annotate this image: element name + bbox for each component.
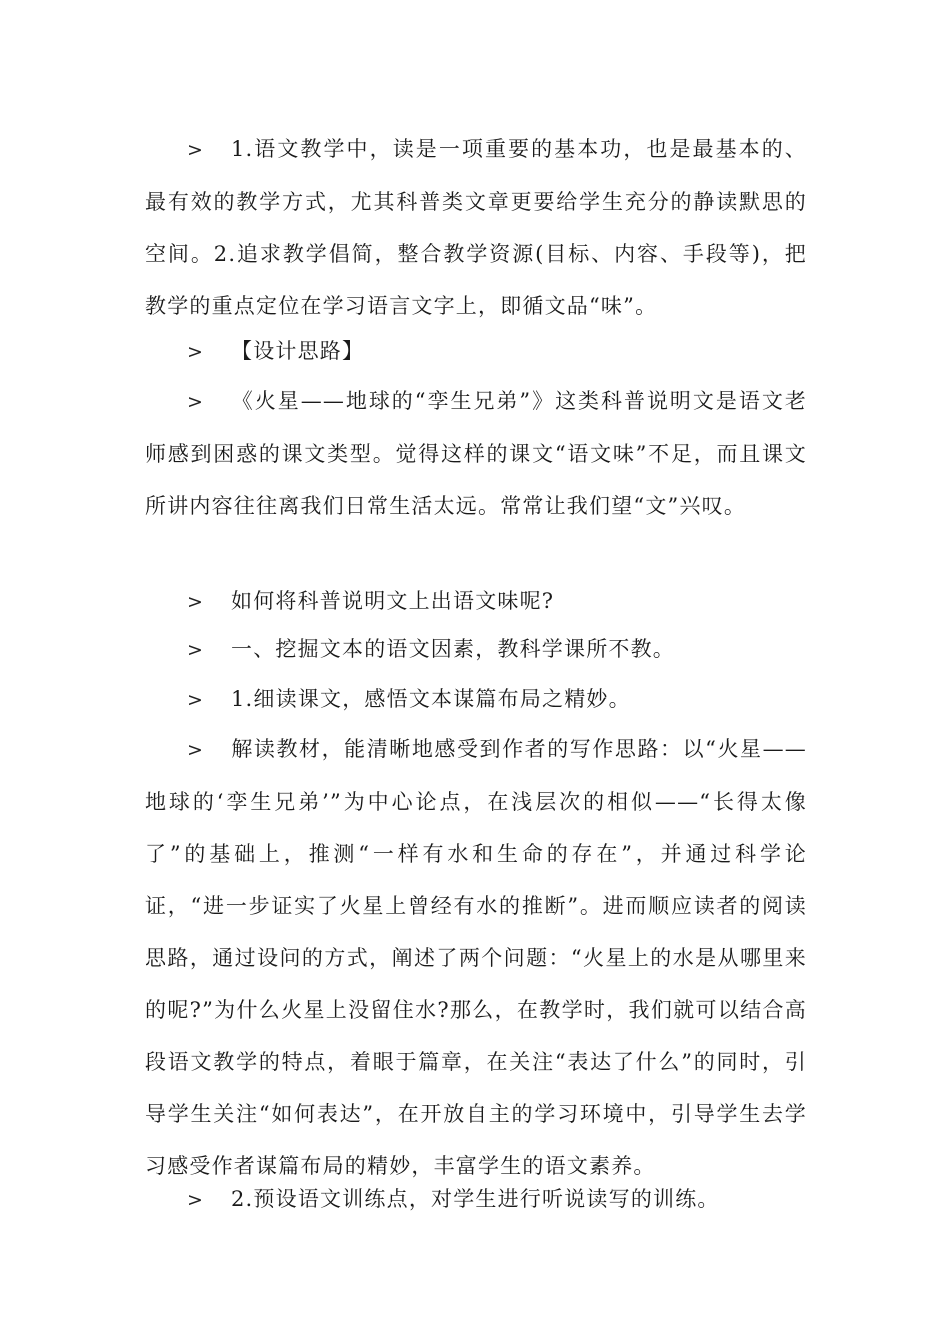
bullet-marker: > [187, 1189, 205, 1211]
paragraph-text: 一、挖掘文本的语文因素，教科学课所不教。 [231, 637, 675, 661]
paragraph-text: 1.语文教学中，读是一项重要的基本功，也是最基本的、最有效的教学方式，尤其科普类文章更要给学生充分的静读默思的空间。2.追求教学倡简，整合教学资源(目标、内容、手段等)，把教学的重点定位在学习语言文字上，即循文品“味”。 [145, 137, 807, 318]
bullet-marker: > [187, 341, 205, 363]
paragraph-text: 解读教材，能清晰地感受到作者的写作思路：以“火星——地球的‘孪生兄弟’”为中心论点，在浅层次的相似——“长得太像了”的基础上，推测“一样有水和生命的存在”，并通过科学论证，“进一步证实了火星上曾经有水的推断”。进而顺应读者的阅读思路，通过设问的方式，阐述了两个问题：“火星上的水是从哪里来的呢?”为什么火星上没留住水?那么，在教学时，我们就可以结合高段语文教学的特点，着眼于篇章，在关注“表达了什么”的同时，引导学生关注“如何表达”，在开放自主的学习环境中，引导学生去学习感受作者谋篇布局的精妙，丰富学生的语文素养。 [145, 737, 807, 1178]
paragraph-text: 2.预设语文训练点，对学生进行听说读写的训练。 [231, 1187, 720, 1211]
paragraph-design-heading [145, 325, 807, 378]
paragraph-text: 《火星——地球的“孪生兄弟”》这类科普说明文是语文老师感到困惑的课文类型。觉得这样的课文“语文味”不足，而且课文所讲内容往往离我们日常生活太远。常常让我们望“文”兴叹。 [145, 389, 807, 518]
paragraph-subpoint-two [145, 1173, 807, 1226]
bullet-marker: > [187, 689, 205, 711]
paragraph-subpoint-one [145, 673, 807, 726]
paragraph-analysis [145, 723, 807, 1192]
bullet-marker: > [187, 591, 205, 613]
bullet-marker: > [187, 639, 205, 661]
paragraph-text: 如何将科普说明文上出语文味呢? [231, 589, 555, 613]
bullet-marker: > [187, 139, 205, 161]
section-heading: 【设计思路】 [231, 339, 365, 363]
paragraph-point-one [145, 623, 807, 676]
paragraph-lesson-intro [145, 375, 807, 532]
bullet-marker: > [187, 739, 205, 761]
paragraph-teaching-principles [145, 123, 807, 332]
paragraph-question [145, 575, 807, 628]
paragraph-text: 1.细读课文，感悟文本谋篇布局之精妙。 [231, 687, 631, 711]
bullet-marker: > [187, 391, 205, 413]
